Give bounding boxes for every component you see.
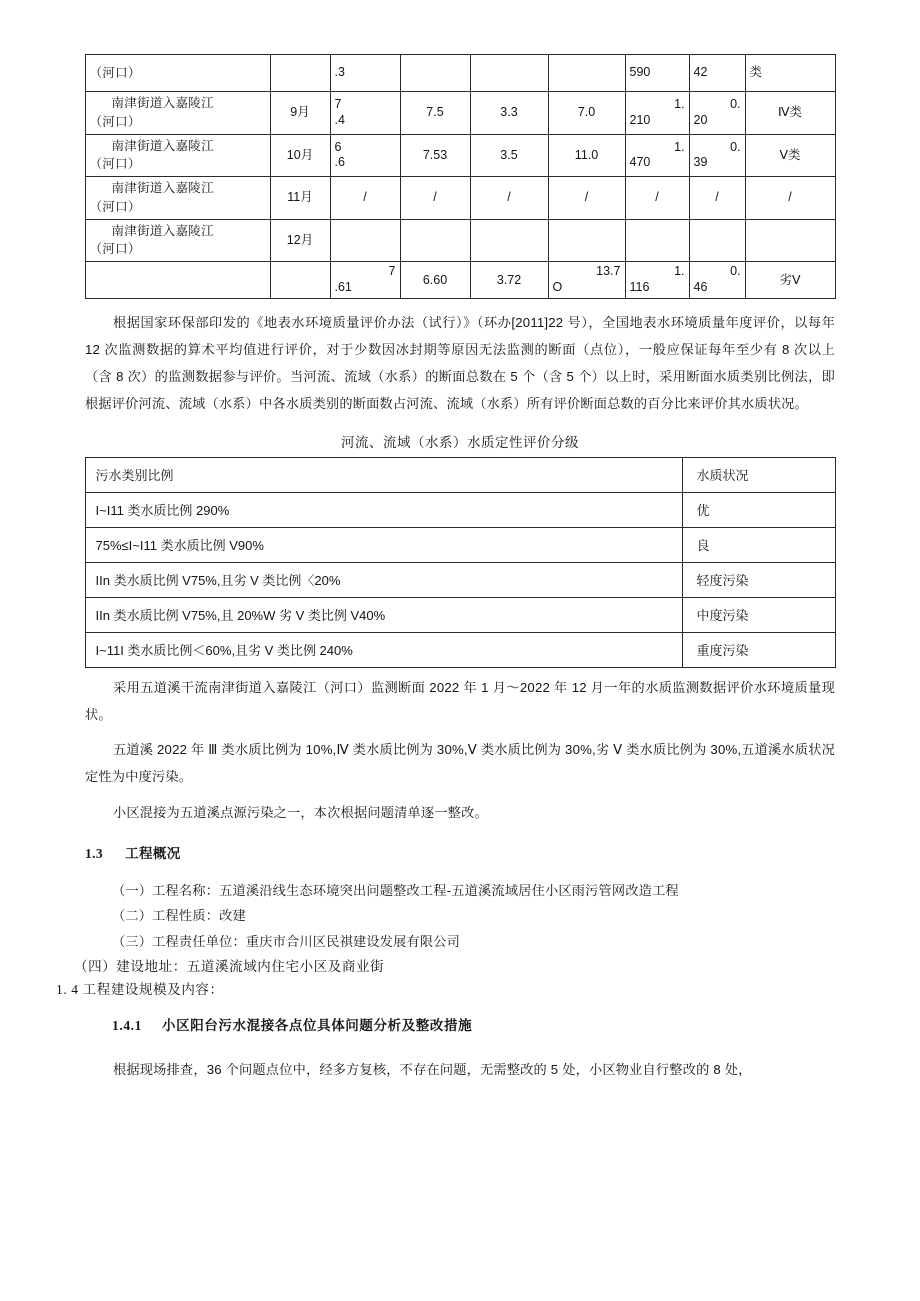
value-1-upper: 7: [388, 264, 396, 279]
cell-value-3: [470, 219, 548, 262]
grade-status: 重度污染: [682, 633, 835, 668]
value-4-lower: O: [552, 280, 563, 294]
section-number: 1.3: [85, 845, 104, 861]
value-1-lower: .4: [334, 112, 345, 127]
project-item-3: （三）工程责任单位：重庆市合川区民祺建设发展有限公司: [112, 934, 461, 950]
table-row: [85, 177, 835, 220]
paragraph-site-survey: 根据现场排查，36 个问题点位中，经多方复核，不存在问题，无需整改的 5 处，小区物业自行整改的 8 处，: [113, 1061, 752, 1077]
cell-value-2: /: [400, 177, 470, 220]
project-item-1: （一）工程名称：五道溪沿线生态环境突出问题整改工程-五道溪流域居住小区雨污管网改造工程: [112, 882, 679, 898]
cell-value-2: [400, 219, 470, 262]
section-name-top: 南津街道入嘉陵江: [111, 223, 214, 238]
value-5-lower: 470: [629, 155, 651, 170]
table-row: [85, 493, 835, 528]
cell-water-grade: Ⅴ类: [745, 134, 835, 177]
section-name-top: 南津街道入嘉陵江: [111, 138, 214, 153]
table-row-summary: [85, 262, 835, 299]
cell-month: [270, 262, 330, 299]
cell-value-5: /: [625, 177, 689, 220]
cell-value-6: [689, 55, 745, 92]
cell-value-2: 6.60: [400, 262, 470, 299]
table-row: [85, 563, 835, 598]
cell-value-5: [625, 92, 689, 135]
grade-status: 良: [682, 528, 835, 563]
water-grade-value: 类: [749, 65, 763, 80]
cell-value-2: 7.5: [400, 92, 470, 135]
grade-ratio: IIn 类水质比例 V75%,且劣 V 类比例〈20%: [85, 563, 682, 598]
cell-month: 9月: [270, 92, 330, 135]
cell-value-1: /: [330, 177, 400, 220]
cell-value-4: 7.0: [548, 92, 625, 135]
cell-water-grade: Ⅳ类: [745, 92, 835, 135]
table-header-row: [85, 458, 835, 493]
cell-month: 12月: [270, 219, 330, 262]
cell-section-name: [85, 134, 270, 177]
cell-water-grade: [745, 219, 835, 262]
paragraph-quality-ratios: 五道溪 2022 年 Ⅲ 类水质比例为 10%,Ⅳ 类水质比例为 30%,Ⅴ 类水质比例为 30%,劣 Ⅴ 类水质比例为 30%,五道溪水质状况定性为中度污染。: [85, 742, 835, 785]
cell-value-3: 3.3: [470, 92, 548, 135]
value-1-lower: .61: [334, 280, 352, 294]
cell-water-grade: /: [745, 177, 835, 220]
cell-value-3: [470, 55, 548, 92]
cell-value-6: [689, 262, 745, 299]
cell-value-3: 3.5: [470, 134, 548, 177]
table-row: [85, 528, 835, 563]
cell-value-5: [625, 134, 689, 177]
cell-month: 11月: [270, 177, 330, 220]
section-name-bottom: （河口）: [89, 114, 141, 129]
value-4-upper: 13.7: [596, 264, 621, 279]
cell-value-5: [625, 55, 689, 92]
cell-value-3: 3.72: [470, 262, 548, 299]
cell-value-1: [330, 92, 400, 135]
grade-ratio: IIn 类水质比例 V75%,且 20%W 劣 V 类比例 V40%: [85, 598, 682, 633]
grade-status: 轻度污染: [682, 563, 835, 598]
section-number: 1.4.1: [112, 1018, 142, 1034]
cell-month: 10月: [270, 134, 330, 177]
value-5-lower: 590: [629, 65, 651, 80]
cell-value-4: /: [548, 177, 625, 220]
value-5-upper: 1.: [674, 139, 685, 154]
spacer: [0, 299, 920, 309]
grade-status: 优: [682, 493, 835, 528]
table-row: [85, 633, 835, 668]
paragraph-pollution-source: 小区混接为五道溪点源污染之一，本次根据问题清单逐一整改。: [113, 804, 488, 820]
cell-value-2: [400, 55, 470, 92]
section-name-bottom: （河口）: [89, 242, 141, 257]
cell-section-name: [85, 262, 270, 299]
cell-value-4: [548, 262, 625, 299]
cell-value-5: [625, 262, 689, 299]
section-name-bottom: （河口）: [89, 157, 141, 172]
value-6-upper: 0.: [730, 264, 741, 279]
cell-value-1: [330, 134, 400, 177]
section-name-bottom: （河口）: [89, 65, 141, 80]
section-name-bottom: （河口）: [89, 199, 141, 214]
value-6-lower: 39: [693, 155, 708, 170]
grade-ratio: I~11I 类水质比例＜60%,且劣 V 类比例 240%: [85, 633, 682, 668]
page-top-margin: [0, 0, 920, 54]
cell-value-1: [330, 262, 400, 299]
cell-value-1: [330, 55, 400, 92]
section-heading-1-3: [0, 842, 920, 862]
project-item-2: （二）工程性质：改建: [112, 908, 246, 924]
value-1-lower: .3: [334, 65, 345, 80]
section-heading-1-4: 1. 4 工程建设规模及内容：: [56, 982, 224, 998]
value-6-upper: 0.: [730, 97, 741, 112]
grade-header-ratio: 污水类别比例: [85, 458, 682, 493]
grade-table-title: 河流、流域（水系）水质定性评价分级: [341, 435, 579, 451]
spacer: [0, 1038, 920, 1056]
project-item-4: （四）建设地址：五道溪流域内住宅小区及商业街: [74, 958, 385, 974]
grade-ratio: 75%≤I~I11 类水质比例 V90%: [85, 528, 682, 563]
cell-value-4: 11.0: [548, 134, 625, 177]
water-monitoring-table: [85, 54, 836, 299]
cell-value-6: [689, 134, 745, 177]
value-1-upper: 7: [334, 97, 342, 112]
grade-header-status: 水质状况: [682, 458, 835, 493]
value-6-lower: 46: [693, 280, 708, 294]
cell-water-grade: [745, 55, 835, 92]
section-name-top: 南津街道入嘉陵江: [111, 96, 214, 110]
cell-section-name: [85, 55, 270, 92]
water-quality-grading-table: [85, 457, 836, 668]
cell-value-6: [689, 92, 745, 135]
cell-section-name: [85, 177, 270, 220]
value-5-upper: 1.: [674, 97, 685, 112]
cell-value-4: [548, 55, 625, 92]
table-row: [85, 219, 835, 262]
cell-value-1: [330, 219, 400, 262]
grade-ratio: I~I11 类水质比例 290%: [85, 493, 682, 528]
cell-value-3: /: [470, 177, 548, 220]
grade-status: 中度污染: [682, 598, 835, 633]
table-row: [85, 598, 835, 633]
table-row: [85, 55, 835, 92]
value-1-lower: .6: [334, 155, 345, 170]
paragraph-evaluation-method: 根据国家环保部印发的《地表水环境质量评价办法（试行）》（环办[2011]22 号），全国地表水环境质量年度评价，以每年 12 次监测数据的算术平均值进行评价，对于少数因冰封期等原因无法监测的断面（点位），一般应保证每年至少有 8 次以上（含 8 次）的监测数据参与评价。当河流、流域（水系）的断面总数在 5 个（含 5 个）以上时，采用断面水质类别比例法，即根据评价河流、流域（水系）中各水质类别的断面数占河流、流域（水系）所有评价断面总数的百分比来评价其水质状况。: [85, 315, 835, 412]
cell-section-name: [85, 92, 270, 135]
section-heading-1-4-1: [0, 1014, 920, 1038]
section-title: 工程概况: [125, 845, 181, 861]
cell-value-6: [689, 219, 745, 262]
value-6-upper: 0.: [730, 139, 741, 154]
cell-value-4: [548, 219, 625, 262]
value-6-lower: 42: [693, 65, 708, 80]
cell-water-grade: 劣Ⅴ: [745, 262, 835, 299]
cell-section-name: [85, 219, 270, 262]
table-row: [85, 134, 835, 177]
paragraph-data-source: 采用五道溪干流南津街道入嘉陵江（河口）监测断面 2022 年 1 月～2022 年 12 月一年的水质监测数据评价水环境质量现状。: [85, 680, 835, 723]
cell-value-6: /: [689, 177, 745, 220]
spacer: [0, 864, 920, 878]
cell-value-2: 7.53: [400, 134, 470, 177]
section-name-top: 南津街道入嘉陵江: [111, 181, 214, 195]
value-5-lower: 116: [629, 280, 650, 294]
value-1-upper: 6: [334, 139, 342, 154]
section-title: 小区阳台污水混接各点位具体问题分析及整改措施: [162, 1018, 473, 1034]
value-6-lower: 20: [693, 112, 708, 127]
cell-value-5: [625, 219, 689, 262]
table-row: [85, 92, 835, 135]
value-5-upper: 1.: [674, 264, 685, 279]
cell-month: [270, 55, 330, 92]
value-5-lower: 210: [629, 112, 651, 127]
